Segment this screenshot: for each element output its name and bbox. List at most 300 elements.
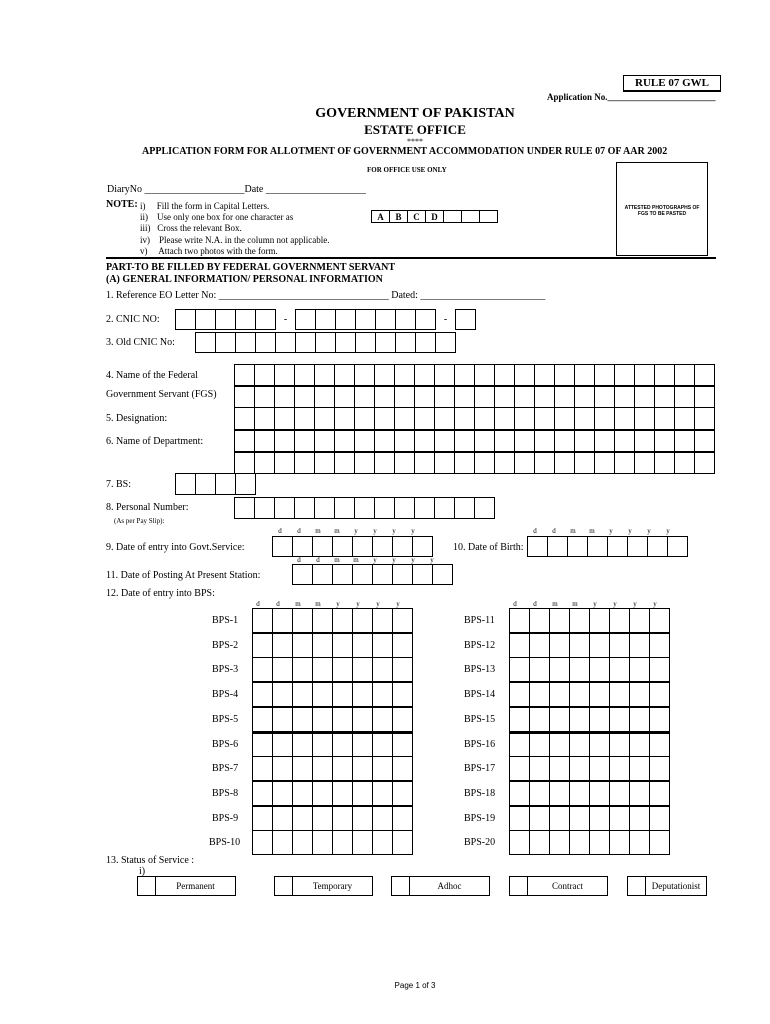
posting-date-box[interactable] (432, 564, 453, 585)
department-row2-box[interactable] (534, 451, 555, 474)
department-row2-box[interactable] (594, 451, 615, 474)
designation-box[interactable] (514, 407, 535, 430)
bps-right-box[interactable] (529, 657, 550, 682)
department-row1-box[interactable] (414, 430, 435, 453)
status-checkbox[interactable] (274, 876, 293, 896)
bps-left-box[interactable] (372, 806, 393, 831)
department-row1-box[interactable] (434, 430, 455, 453)
name-row2-box[interactable] (234, 385, 255, 408)
bs-box[interactable] (175, 473, 196, 495)
bps-left-box[interactable] (292, 633, 313, 658)
bps-right-box[interactable] (589, 633, 610, 658)
bps-right-box[interactable] (529, 781, 550, 806)
bps-right-box[interactable] (609, 781, 630, 806)
bps-right-box[interactable] (529, 682, 550, 707)
bps-right-box[interactable] (589, 756, 610, 781)
birth-date-box[interactable] (627, 536, 648, 557)
cnic-box[interactable] (235, 309, 256, 330)
bps-right-box[interactable] (549, 682, 570, 707)
bps-left-box[interactable] (352, 806, 373, 831)
bps-left-box[interactable] (372, 732, 393, 757)
bps-right-box[interactable] (529, 756, 550, 781)
name-row1-box[interactable] (674, 364, 695, 387)
posting-date-box[interactable] (392, 564, 413, 585)
cnic-box[interactable] (175, 309, 196, 330)
bps-left-box[interactable] (252, 732, 273, 757)
designation-box[interactable] (454, 407, 475, 430)
bps-right-box[interactable] (649, 806, 670, 831)
bps-right-box[interactable] (649, 608, 670, 633)
bps-left-box[interactable] (292, 756, 313, 781)
name-row1-box[interactable] (354, 364, 375, 387)
name-row2-box[interactable] (434, 385, 455, 408)
cnic-box[interactable] (195, 309, 216, 330)
department-row1-box[interactable] (354, 430, 375, 453)
name-row1-box[interactable] (654, 364, 675, 387)
bps-left-box[interactable] (252, 756, 273, 781)
bps-left-box[interactable] (292, 781, 313, 806)
cnic-box[interactable] (395, 309, 416, 330)
old-cnic-box[interactable] (315, 332, 336, 353)
bps-left-box[interactable] (332, 608, 353, 633)
bps-right-box[interactable] (589, 830, 610, 855)
posting-date-box[interactable] (332, 564, 353, 585)
bps-left-box[interactable] (292, 806, 313, 831)
department-row2-box[interactable] (434, 451, 455, 474)
department-row1-box[interactable] (234, 430, 255, 453)
bps-left-box[interactable] (352, 608, 373, 633)
bps-right-box[interactable] (589, 682, 610, 707)
name-row2-box[interactable] (354, 385, 375, 408)
entry-date-box[interactable] (272, 536, 293, 557)
personal-number-box[interactable] (454, 497, 475, 519)
bps-left-box[interactable] (392, 657, 413, 682)
bps-right-box[interactable] (649, 657, 670, 682)
name-row2-box[interactable] (694, 385, 715, 408)
bps-left-box[interactable] (352, 756, 373, 781)
status-option[interactable] (274, 876, 392, 896)
department-row2-box[interactable] (254, 451, 275, 474)
name-row2-box[interactable] (594, 385, 615, 408)
bps-right-box[interactable] (589, 732, 610, 757)
bps-right-box[interactable] (529, 608, 550, 633)
bps-right-box[interactable] (509, 682, 530, 707)
bps-left-box[interactable] (352, 732, 373, 757)
bps-right-box[interactable] (569, 732, 590, 757)
bps-right-box[interactable] (629, 657, 650, 682)
name-row2-box[interactable] (294, 385, 315, 408)
bps-left-box[interactable] (332, 830, 353, 855)
old-cnic-box[interactable] (195, 332, 216, 353)
name-row1-box[interactable] (574, 364, 595, 387)
designation-box[interactable] (374, 407, 395, 430)
bps-right-box[interactable] (549, 608, 570, 633)
old-cnic-box[interactable] (435, 332, 456, 353)
name-row1-box[interactable] (234, 364, 255, 387)
bps-right-box[interactable] (549, 806, 570, 831)
name-row2-box[interactable] (414, 385, 435, 408)
designation-box[interactable] (394, 407, 415, 430)
name-row2-box[interactable] (554, 385, 575, 408)
posting-date-box[interactable] (412, 564, 433, 585)
posting-date-box[interactable] (292, 564, 313, 585)
bs-box[interactable] (215, 473, 236, 495)
bps-left-box[interactable] (372, 756, 393, 781)
name-row1-box[interactable] (254, 364, 275, 387)
department-row1-box[interactable] (374, 430, 395, 453)
bps-left-box[interactable] (332, 682, 353, 707)
designation-box[interactable] (274, 407, 295, 430)
designation-box[interactable] (414, 407, 435, 430)
name-row1-box[interactable] (554, 364, 575, 387)
cnic-box[interactable] (295, 309, 316, 330)
department-row2-box[interactable] (694, 451, 715, 474)
bps-left-box[interactable] (392, 707, 413, 732)
bps-left-box[interactable] (352, 781, 373, 806)
designation-box[interactable] (594, 407, 615, 430)
name-row2-box[interactable] (454, 385, 475, 408)
name-row2-box[interactable] (374, 385, 395, 408)
bps-right-box[interactable] (609, 682, 630, 707)
bps-left-box[interactable] (392, 830, 413, 855)
bps-right-box[interactable] (629, 781, 650, 806)
bps-right-box[interactable] (649, 756, 670, 781)
old-cnic-box[interactable] (295, 332, 316, 353)
name-row1-box[interactable] (294, 364, 315, 387)
personal-number-box[interactable] (234, 497, 255, 519)
posting-date-box[interactable] (372, 564, 393, 585)
name-row2-box[interactable] (614, 385, 635, 408)
department-row2-box[interactable] (394, 451, 415, 474)
bps-right-box[interactable] (629, 830, 650, 855)
department-row1-box[interactable] (554, 430, 575, 453)
old-cnic-box[interactable] (255, 332, 276, 353)
bps-right-box[interactable] (589, 657, 610, 682)
bps-left-box[interactable] (392, 781, 413, 806)
designation-box[interactable] (474, 407, 495, 430)
bps-left-box[interactable] (392, 608, 413, 633)
old-cnic-box[interactable] (275, 332, 296, 353)
entry-date-box[interactable] (292, 536, 313, 557)
department-row2-box[interactable] (354, 451, 375, 474)
department-row1-box[interactable] (454, 430, 475, 453)
bps-left-box[interactable] (332, 781, 353, 806)
entry-date-box[interactable] (312, 536, 333, 557)
name-row1-box[interactable] (274, 364, 295, 387)
bps-right-box[interactable] (609, 707, 630, 732)
bps-left-box[interactable] (312, 732, 333, 757)
cnic-box[interactable] (335, 309, 356, 330)
department-row2-box[interactable] (554, 451, 575, 474)
bps-right-box[interactable] (649, 830, 670, 855)
name-row2-box[interactable] (654, 385, 675, 408)
department-row2-box[interactable] (634, 451, 655, 474)
name-row1-box[interactable] (414, 364, 435, 387)
bps-right-box[interactable] (549, 657, 570, 682)
birth-date-box[interactable] (647, 536, 668, 557)
status-checkbox[interactable] (137, 876, 156, 896)
bps-left-box[interactable] (312, 682, 333, 707)
bps-left-box[interactable] (392, 633, 413, 658)
personal-number-box[interactable] (274, 497, 295, 519)
bps-left-box[interactable] (272, 781, 293, 806)
department-row2-box[interactable] (574, 451, 595, 474)
personal-number-box[interactable] (374, 497, 395, 519)
bps-right-box[interactable] (609, 806, 630, 831)
department-row2-box[interactable] (294, 451, 315, 474)
cnic-box[interactable] (215, 309, 236, 330)
department-row2-box[interactable] (234, 451, 255, 474)
department-row1-box[interactable] (694, 430, 715, 453)
bps-left-box[interactable] (372, 682, 393, 707)
bps-left-box[interactable] (252, 830, 273, 855)
status-checkbox[interactable] (391, 876, 410, 896)
bps-right-box[interactable] (509, 608, 530, 633)
personal-number-box[interactable] (474, 497, 495, 519)
bs-box[interactable] (195, 473, 216, 495)
designation-box[interactable] (694, 407, 715, 430)
entry-date-box[interactable] (412, 536, 433, 557)
bps-left-box[interactable] (272, 608, 293, 633)
bps-right-box[interactable] (569, 608, 590, 633)
birth-date-box[interactable] (567, 536, 588, 557)
bps-left-box[interactable] (332, 732, 353, 757)
bps-right-box[interactable] (509, 806, 530, 831)
department-row1-box[interactable] (314, 430, 335, 453)
department-row1-box[interactable] (274, 430, 295, 453)
bps-left-box[interactable] (352, 633, 373, 658)
cnic-box[interactable] (415, 309, 436, 330)
department-row1-box[interactable] (294, 430, 315, 453)
bps-left-box[interactable] (252, 633, 273, 658)
bps-left-box[interactable] (272, 633, 293, 658)
birth-date-box[interactable] (607, 536, 628, 557)
department-row2-box[interactable] (674, 451, 695, 474)
birth-date-box[interactable] (667, 536, 688, 557)
bps-right-box[interactable] (649, 633, 670, 658)
department-row1-box[interactable] (654, 430, 675, 453)
bps-left-box[interactable] (252, 707, 273, 732)
bps-right-box[interactable] (569, 633, 590, 658)
bps-left-box[interactable] (392, 756, 413, 781)
bps-right-box[interactable] (629, 682, 650, 707)
designation-box[interactable] (234, 407, 255, 430)
department-row1-box[interactable] (254, 430, 275, 453)
bps-right-box[interactable] (569, 806, 590, 831)
bps-right-box[interactable] (549, 781, 570, 806)
bps-left-box[interactable] (272, 732, 293, 757)
name-row2-box[interactable] (474, 385, 495, 408)
bps-right-box[interactable] (569, 682, 590, 707)
bps-left-box[interactable] (372, 830, 393, 855)
name-row2-box[interactable] (254, 385, 275, 408)
bps-left-box[interactable] (372, 608, 393, 633)
bps-left-box[interactable] (372, 707, 393, 732)
name-row2-box[interactable] (674, 385, 695, 408)
name-row1-box[interactable] (494, 364, 515, 387)
bps-left-box[interactable] (312, 781, 333, 806)
status-option[interactable] (509, 876, 627, 896)
department-row2-box[interactable] (314, 451, 335, 474)
bps-left-box[interactable] (332, 633, 353, 658)
bps-left-box[interactable] (312, 707, 333, 732)
bps-right-box[interactable] (629, 633, 650, 658)
designation-box[interactable] (354, 407, 375, 430)
bps-left-box[interactable] (312, 608, 333, 633)
department-row2-box[interactable] (374, 451, 395, 474)
cnic-box[interactable] (355, 309, 376, 330)
old-cnic-box[interactable] (375, 332, 396, 353)
name-row1-box[interactable] (634, 364, 655, 387)
designation-box[interactable] (674, 407, 695, 430)
bps-right-box[interactable] (609, 732, 630, 757)
personal-number-box[interactable] (294, 497, 315, 519)
designation-box[interactable] (534, 407, 555, 430)
bps-right-box[interactable] (529, 707, 550, 732)
bps-left-box[interactable] (252, 657, 273, 682)
status-option[interactable] (391, 876, 509, 896)
department-row1-box[interactable] (474, 430, 495, 453)
bps-right-box[interactable] (649, 682, 670, 707)
bps-left-box[interactable] (252, 806, 273, 831)
department-row2-box[interactable] (474, 451, 495, 474)
bps-left-box[interactable] (352, 707, 373, 732)
bps-left-box[interactable] (292, 682, 313, 707)
old-cnic-box[interactable] (415, 332, 436, 353)
designation-box[interactable] (494, 407, 515, 430)
name-row1-box[interactable] (434, 364, 455, 387)
name-row2-box[interactable] (394, 385, 415, 408)
bps-right-box[interactable] (609, 633, 630, 658)
bps-right-box[interactable] (649, 732, 670, 757)
designation-box[interactable] (334, 407, 355, 430)
old-cnic-box[interactable] (235, 332, 256, 353)
cnic-box[interactable] (375, 309, 396, 330)
cnic-box[interactable] (255, 309, 276, 330)
bps-right-box[interactable] (549, 707, 570, 732)
entry-date-box[interactable] (392, 536, 413, 557)
bps-right-box[interactable] (629, 732, 650, 757)
personal-number-box[interactable] (314, 497, 335, 519)
bps-left-box[interactable] (272, 806, 293, 831)
bps-right-box[interactable] (509, 781, 530, 806)
bps-right-box[interactable] (629, 806, 650, 831)
department-row2-box[interactable] (454, 451, 475, 474)
department-row1-box[interactable] (574, 430, 595, 453)
old-cnic-box[interactable] (395, 332, 416, 353)
personal-number-box[interactable] (414, 497, 435, 519)
name-row2-box[interactable] (514, 385, 535, 408)
bps-right-box[interactable] (569, 657, 590, 682)
department-row2-box[interactable] (334, 451, 355, 474)
designation-box[interactable] (574, 407, 595, 430)
bps-right-box[interactable] (509, 657, 530, 682)
bps-left-box[interactable] (292, 707, 313, 732)
name-row2-box[interactable] (494, 385, 515, 408)
posting-date-box[interactable] (312, 564, 333, 585)
bps-left-box[interactable] (252, 608, 273, 633)
posting-date-box[interactable] (352, 564, 373, 585)
name-row1-box[interactable] (594, 364, 615, 387)
bps-left-box[interactable] (372, 781, 393, 806)
bps-right-box[interactable] (649, 707, 670, 732)
personal-number-box[interactable] (434, 497, 455, 519)
bps-left-box[interactable] (332, 756, 353, 781)
bps-left-box[interactable] (332, 707, 353, 732)
department-row1-box[interactable] (394, 430, 415, 453)
bps-right-box[interactable] (629, 608, 650, 633)
name-row1-box[interactable] (314, 364, 335, 387)
bps-left-box[interactable] (272, 682, 293, 707)
bps-left-box[interactable] (252, 781, 273, 806)
department-row2-box[interactable] (654, 451, 675, 474)
entry-date-box[interactable] (372, 536, 393, 557)
department-row2-box[interactable] (414, 451, 435, 474)
name-row2-box[interactable] (334, 385, 355, 408)
bps-right-box[interactable] (589, 707, 610, 732)
cnic-box[interactable] (455, 309, 476, 330)
bps-left-box[interactable] (312, 633, 333, 658)
bps-left-box[interactable] (292, 657, 313, 682)
bps-left-box[interactable] (312, 830, 333, 855)
old-cnic-box[interactable] (335, 332, 356, 353)
department-row1-box[interactable] (534, 430, 555, 453)
bps-right-box[interactable] (549, 633, 570, 658)
bps-right-box[interactable] (509, 830, 530, 855)
bps-left-box[interactable] (312, 806, 333, 831)
name-row1-box[interactable] (474, 364, 495, 387)
birth-date-box[interactable] (527, 536, 548, 557)
bps-right-box[interactable] (509, 732, 530, 757)
bps-right-box[interactable] (529, 806, 550, 831)
bps-left-box[interactable] (292, 608, 313, 633)
bps-left-box[interactable] (272, 830, 293, 855)
bps-left-box[interactable] (272, 657, 293, 682)
name-row1-box[interactable] (614, 364, 635, 387)
department-row1-box[interactable] (674, 430, 695, 453)
bps-right-box[interactable] (609, 830, 630, 855)
bps-left-box[interactable] (372, 633, 393, 658)
status-option[interactable] (627, 876, 707, 896)
bps-right-box[interactable] (569, 781, 590, 806)
personal-number-box[interactable] (394, 497, 415, 519)
bps-left-box[interactable] (292, 732, 313, 757)
name-row1-box[interactable] (394, 364, 415, 387)
bps-right-box[interactable] (529, 732, 550, 757)
status-checkbox[interactable] (509, 876, 528, 896)
personal-number-box[interactable] (354, 497, 375, 519)
bps-right-box[interactable] (589, 781, 610, 806)
name-row2-box[interactable] (574, 385, 595, 408)
bps-right-box[interactable] (569, 756, 590, 781)
bps-left-box[interactable] (372, 657, 393, 682)
bps-right-box[interactable] (529, 830, 550, 855)
name-row1-box[interactable] (514, 364, 535, 387)
bps-right-box[interactable] (529, 633, 550, 658)
bps-left-box[interactable] (292, 830, 313, 855)
bps-right-box[interactable] (609, 657, 630, 682)
department-row1-box[interactable] (614, 430, 635, 453)
department-row1-box[interactable] (634, 430, 655, 453)
bps-left-box[interactable] (352, 830, 373, 855)
designation-box[interactable] (554, 407, 575, 430)
designation-box[interactable] (314, 407, 335, 430)
bps-right-box[interactable] (569, 830, 590, 855)
old-cnic-box[interactable] (215, 332, 236, 353)
department-row2-box[interactable] (274, 451, 295, 474)
bps-left-box[interactable] (272, 707, 293, 732)
bs-box[interactable] (235, 473, 256, 495)
